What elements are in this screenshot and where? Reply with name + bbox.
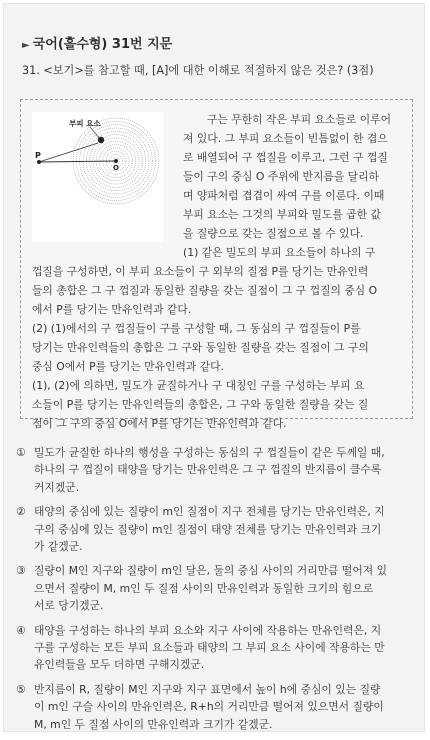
choice-text-line: 하나의 구 껍질이 태양을 당기는 만유인력은 그 구 껍질의 반지름이 클수록 xyxy=(34,463,382,477)
center-o-dot xyxy=(114,159,118,163)
bogi-line: 들이 구의 중심 O 주위에 반지름을 달리하 xyxy=(183,170,379,183)
bogi-line: (2) (1)에서의 구 껍질들이 구를 구성할 때, 그 동심의 구 껍질들이 P를 xyxy=(32,322,361,335)
choice-5[interactable] xyxy=(16,681,418,733)
choice-text-line: 유인력들을 모두 더하면 구해지겠군. xyxy=(34,658,205,672)
choice-1[interactable] xyxy=(16,444,418,496)
choice-text-line: 으면서 질량이 M, m인 두 질점 사이의 만유인력과 동일한 크기의 힘으로 xyxy=(34,581,374,595)
point-p-dot xyxy=(37,160,41,164)
choice-text-line: 가 같겠군. xyxy=(34,540,83,554)
bogi-box xyxy=(20,99,413,430)
volume-element-dot xyxy=(98,137,104,143)
bogi-line: 져 있다. 그 부피 요소들이 빈틈없이 한 겹으 xyxy=(183,132,388,145)
choice-text-line: 밀도가 균질한 하나의 행성을 구성하는 동심의 구 껍질들이 같은 두께일 때, xyxy=(34,446,385,459)
bogi-line: 들의 총합은 그 구 껍질과 동일한 질량을 갖는 질점이 그 구 껍질의 중심 O xyxy=(32,284,378,297)
bogi-line: 부피 요소는 그것의 부피와 밀도를 곱한 값 xyxy=(183,208,381,221)
bogi-line: 을 질량으로 갖는 질점으로 볼 수 있다. xyxy=(183,227,364,240)
choice-text-line: 반지름이 R, 질량이 M인 지구와 지구 표면에서 높이 h에 중심이 있는 질량 xyxy=(34,682,381,696)
bogi-line: 구는 무한히 작은 부피 요소들로 이루어 xyxy=(207,113,392,126)
bogi-line: 로 배열되어 구 껍질을 이루고, 그런 구 껍질 xyxy=(183,151,388,164)
section-title: 국어(홀수형) 31번 지문 xyxy=(32,37,173,52)
bogi-line: (1), (2)에 의하면, 밀도가 균질하거나 구 대칭인 구를 구성하는 부피 요 xyxy=(32,379,365,392)
choice-number: ③ xyxy=(16,564,26,578)
bogi-line: 에서 P를 당기는 만유인력과 같다. xyxy=(32,303,192,316)
choice-text-line: 서로 당기겠군. xyxy=(34,599,104,613)
question-stem: 31. <보기>를 참고할 때, [A]에 대한 이해로 적절하지 않은 것은? (3점) xyxy=(22,64,374,77)
choice-text-line: 커지겠군. xyxy=(34,480,80,494)
choice-2[interactable] xyxy=(16,503,418,555)
choice-number: ② xyxy=(16,505,26,519)
choice-number: ① xyxy=(16,446,26,459)
choice-4[interactable] xyxy=(16,622,418,674)
concentric-sphere-diagram xyxy=(32,112,163,242)
bogi-line: 며 양파처럼 겹겹이 싸여 구를 이룬다. 이때 xyxy=(183,189,385,202)
line-p-to-center xyxy=(39,161,116,162)
bogi-line: (1) 같은 밀도의 부피 요소들이 하나의 구 xyxy=(183,246,376,259)
line-p-to-element xyxy=(39,143,98,162)
bogi-line: 껍질을 구성하면, 이 부피 요소들이 구 외부의 질점 P를 당기는 만유인력 xyxy=(32,265,369,278)
choice-text-line: 태양의 중심에 있는 질량이 m인 질점이 지구 전체를 당기는 만유인력은, 지 xyxy=(34,505,385,519)
label-p: P xyxy=(35,151,41,160)
choice-number: ⑤ xyxy=(16,682,26,696)
bogi-line: 소들이 P를 당기는 만유인력들의 총합은, 그 구와 동일한 질량을 갖는 질 xyxy=(32,398,369,411)
choice-text-line: 이 m인 구슬 사이의 만유인력은, R+h의 거리만큼 떨어져 있으면서 질량이 xyxy=(34,700,384,714)
triangle-right-icon: ► xyxy=(22,40,30,51)
sphere-figure xyxy=(32,112,163,242)
bogi-line: 당기는 만유인력들의 총합은 그 구와 동일한 질량을 갖는 질점이 그 구의 xyxy=(32,341,369,354)
choice-3[interactable] xyxy=(16,562,418,614)
choice-text-line: 태양을 구성하는 하나의 부피 요소와 지구 사이에 작용하는 만유인력은, 지 xyxy=(34,623,382,637)
answer-choices xyxy=(16,444,418,740)
label-volume-element: 부피 요소 xyxy=(69,119,101,128)
choice-text-line: 구를 구성하는 모든 부피 요소들과 태양의 그 부피 요소 사이에 작용하는 만 xyxy=(34,641,385,655)
bogi-line: 점이 그 구의 중심 O에서 P를 당기는 만유인력과 같다. xyxy=(32,417,287,430)
bogi-line: 중심 O에서 P를 당기는 만유인력과 같다. xyxy=(32,360,225,373)
section-header xyxy=(22,33,172,52)
choice-number: ④ xyxy=(16,623,26,637)
choice-text-line: 구의 중심에 있는 질량이 m인 질점이 태양 전체를 당기는 만유인력과 크기 xyxy=(34,522,382,536)
choice-text-line: M, m인 두 질점 사이의 만유인력과 크기가 같겠군. xyxy=(34,717,273,731)
choice-text-line: 질량이 M인 지구와 질량이 m인 달은, 둘의 중심 사이의 거리만큼 떨어져 있 xyxy=(34,564,388,578)
label-o: O xyxy=(113,164,119,172)
